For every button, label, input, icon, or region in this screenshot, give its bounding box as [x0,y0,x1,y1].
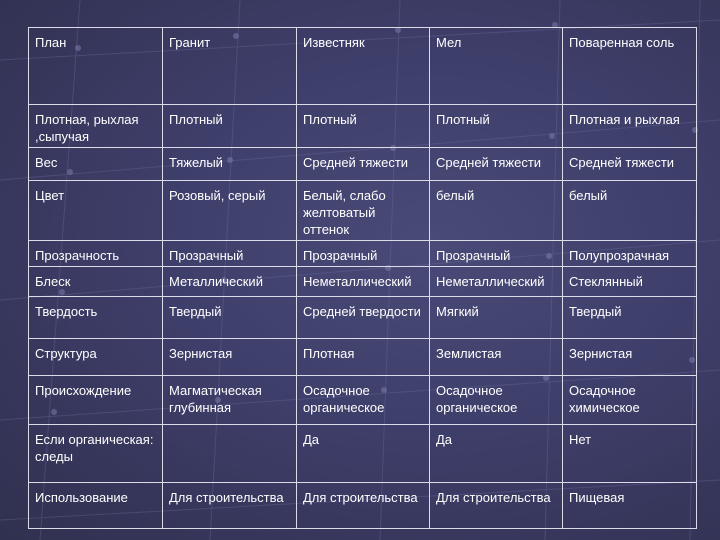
table-cell: Осадочное химическое [563,376,697,425]
table-cell: Тяжелый [163,148,297,181]
table-cell: Происхождение [29,376,163,425]
table-row [29,425,697,483]
table-row [29,267,697,297]
table-cell: Средней тяжести [563,148,697,181]
table-row [29,105,697,148]
table-row [29,297,697,339]
table-cell: Поваренная соль [563,28,697,105]
table-cell: Стеклянный [563,267,697,297]
table-row [29,376,697,425]
table-cell: Осадочное органическое [430,376,563,425]
table-cell: Плотный [430,105,563,148]
table-cell: Твердый [163,297,297,339]
table-cell: Прозрачность [29,241,163,267]
table-cell: Зернистая [563,339,697,376]
table-cell: Для строительства [163,483,297,529]
table-cell: Мягкий [430,297,563,339]
table-cell: Зернистая [163,339,297,376]
table-cell: Структура [29,339,163,376]
table-cell: Прозрачный [163,241,297,267]
table-cell: белый [430,181,563,241]
table-row [29,241,697,267]
table-cell: Средней тяжести [430,148,563,181]
table-cell: Средней твердости [297,297,430,339]
table-cell: Неметаллический [430,267,563,297]
table-cell: Вес [29,148,163,181]
table-cell: Гранит [163,28,297,105]
table-cell: Прозрачный [430,241,563,267]
table-cell: Твердость [29,297,163,339]
table-cell: Прозрачный [297,241,430,267]
table-cell: Белый, слабо желтоватый оттенок [297,181,430,241]
table-cell: План [29,28,163,105]
table-cell: Для строительства [297,483,430,529]
table-cell: Полупрозрачная [563,241,697,267]
table-cell: Плотный [163,105,297,148]
table-row [29,339,697,376]
table-row [29,181,697,241]
table-cell: Металлический [163,267,297,297]
table-cell: Блеск [29,267,163,297]
table-cell: Плотный [297,105,430,148]
table-cell: Известняк [297,28,430,105]
table-row [29,28,697,105]
table-cell: Пищевая [563,483,697,529]
table-cell: Осадочное органическое [297,376,430,425]
table-cell: Розовый, серый [163,181,297,241]
table-cell: Цвет [29,181,163,241]
table-row [29,148,697,181]
table-cell [163,425,297,483]
table-cell: Нет [563,425,697,483]
table-cell: Если органическая: следы [29,425,163,483]
table-cell: Для строительства [430,483,563,529]
table-cell: Мел [430,28,563,105]
table-cell: Неметаллический [297,267,430,297]
table-row [29,483,697,529]
table-cell: Да [430,425,563,483]
table-cell: Плотная [297,339,430,376]
table-cell: Плотная и рыхлая [563,105,697,148]
table-cell: белый [563,181,697,241]
table-cell: Магматическая глубинная [163,376,297,425]
table-cell: Землистая [430,339,563,376]
table-cell: Плотная, рыхлая ,сыпучая [29,105,163,148]
mineral-properties-table [28,27,697,529]
table-cell: Использование [29,483,163,529]
table-cell: Средней тяжести [297,148,430,181]
table-cell: Твердый [563,297,697,339]
table-cell: Да [297,425,430,483]
